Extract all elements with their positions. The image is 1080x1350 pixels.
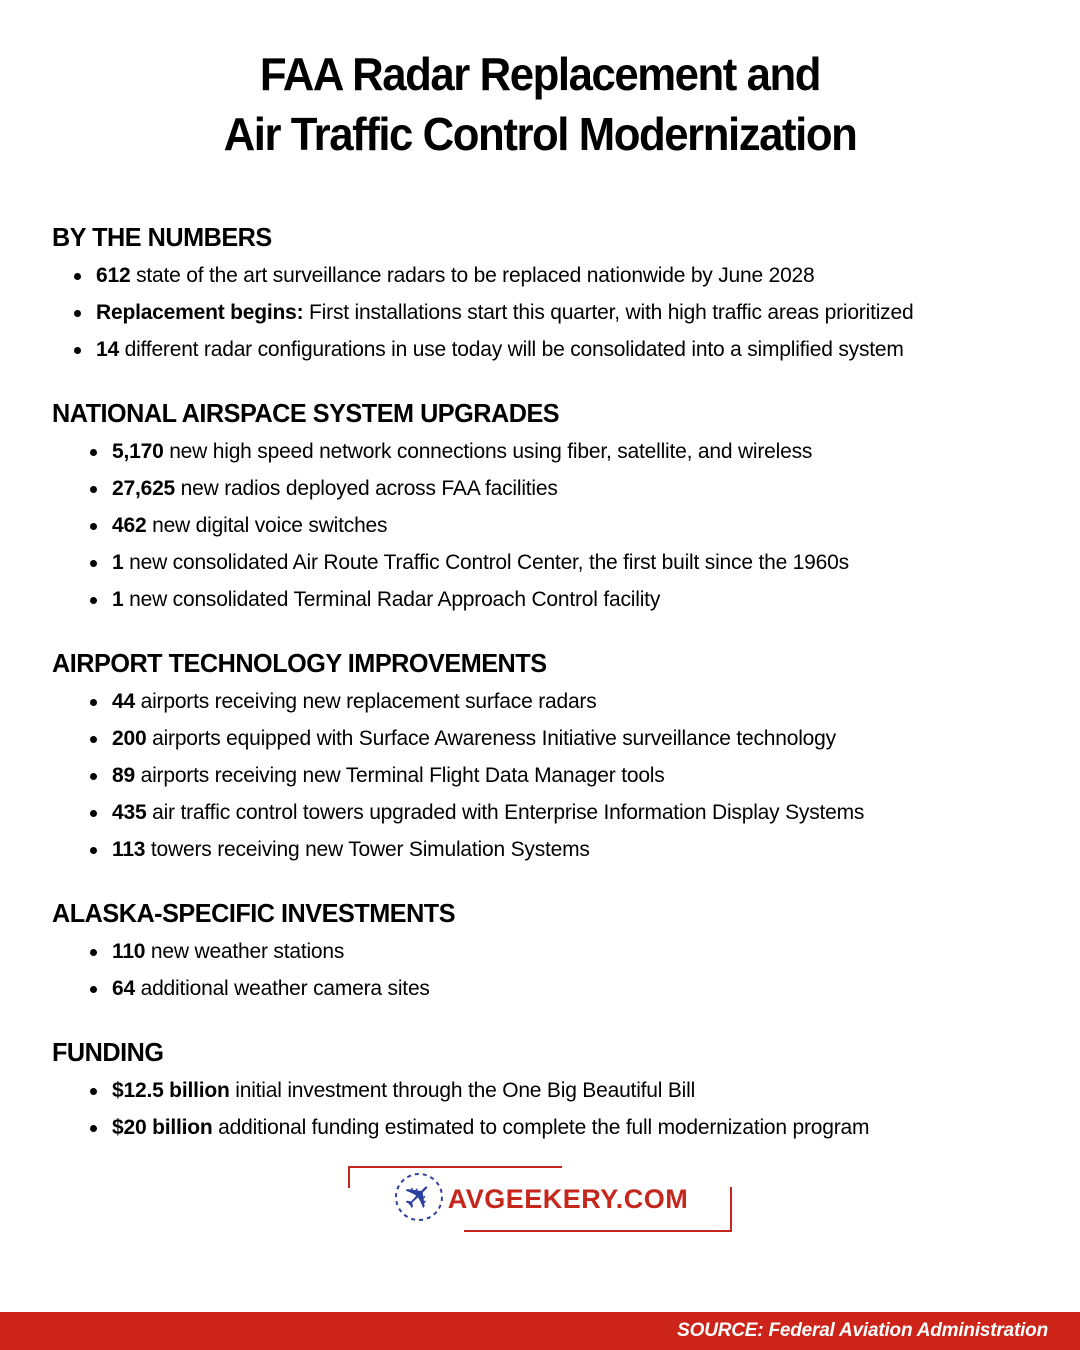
section-heading: NATIONAL AIRSPACE SYSTEM UPGRADES: [52, 398, 560, 428]
list-item: [74, 301, 1040, 325]
list-item: [90, 551, 1040, 575]
item-value: 89: [112, 764, 135, 787]
list-item: [90, 977, 1040, 1001]
page-title-line-1: FAA Radar Replacement and: [259, 48, 821, 100]
section-heading: ALASKA-SPECIFIC INVESTMENTS: [52, 898, 456, 928]
list-item: [90, 727, 1040, 751]
bullet-list: [52, 940, 1040, 1001]
bullet-list: [52, 440, 1040, 612]
item-text: new consolidated Air Route Traffic Control Center, the first built since the 1960s: [123, 551, 849, 574]
item-value: 435: [112, 801, 147, 824]
item-text: new consolidated Terminal Radar Approach Control facility: [123, 588, 661, 611]
page-title-line-2: Air Traffic Control Modernization: [223, 108, 857, 160]
list-item: [90, 690, 1040, 714]
list-item: [90, 838, 1040, 862]
item-text: different radar configurations in use today will be consolidated into a simplified system: [118, 338, 904, 361]
item-text: new digital voice switches: [146, 514, 388, 537]
content-area: [0, 222, 1080, 1140]
avgeekery-logo: [348, 1166, 732, 1232]
list-item: [90, 1079, 1040, 1103]
item-text: airports receiving new Terminal Flight Data Manager tools: [134, 764, 665, 787]
item-text: airports receiving new replacement surface radars: [134, 690, 597, 713]
section-national-airspace-system-upgrades: [52, 398, 1040, 612]
item-value: 110: [112, 940, 146, 963]
item-text: state of the art surveillance radars to be replaced nationwide by June 2028: [130, 264, 815, 287]
section-heading: BY THE NUMBERS: [52, 222, 272, 252]
item-value: 612: [96, 264, 131, 287]
list-item: [90, 801, 1040, 825]
page-title: [0, 44, 1080, 164]
item-text: First installations start this quarter, with high traffic areas prioritized: [303, 301, 914, 324]
list-item: [90, 1116, 1040, 1140]
item-value: 1: [112, 551, 124, 574]
list-item: [74, 338, 1040, 362]
item-value: 27,625: [112, 477, 176, 500]
section-airport-technology-improvements: [52, 648, 1040, 862]
item-text: new radios deployed across FAA facilities: [175, 477, 558, 500]
item-text: new high speed network connections using fiber, satellite, and wireless: [163, 440, 813, 463]
item-text: initial investment through the One Big Beautiful Bill: [229, 1079, 696, 1102]
item-text: air traffic control towers upgraded with Enterprise Information Display Systems: [146, 801, 865, 824]
section-funding: [52, 1037, 1040, 1140]
item-value: 113: [112, 838, 146, 861]
item-value: 14: [96, 338, 119, 361]
section-by-the-numbers: [52, 222, 1040, 362]
section-heading: FUNDING: [52, 1037, 164, 1067]
logo-wordmark: AVGEEKERY.COM: [447, 1183, 689, 1214]
bullet-list: [52, 690, 1040, 862]
list-item: [90, 764, 1040, 788]
item-value: $20 billion: [112, 1116, 213, 1139]
item-value: 462: [112, 514, 147, 537]
item-text: airports equipped with Surface Awareness Initiative surveillance technology: [146, 727, 836, 750]
list-item: [74, 264, 1040, 288]
svg-text:✈: ✈: [393, 1171, 444, 1222]
section-alaska-specific-investments: [52, 898, 1040, 1001]
list-item: [90, 477, 1040, 501]
item-value: Replacement begins:: [96, 301, 304, 324]
bullet-list: [52, 1079, 1040, 1140]
section-heading: AIRPORT TECHNOLOGY IMPROVEMENTS: [52, 648, 547, 678]
item-value: 1: [112, 588, 124, 611]
bullet-list: [52, 264, 1040, 362]
source-text: SOURCE: Federal Aviation Administration: [677, 1320, 1048, 1341]
list-item: [90, 514, 1040, 538]
item-value: 64: [112, 977, 135, 1000]
item-value: $12.5 billion: [112, 1079, 230, 1102]
item-value: 44: [112, 690, 135, 713]
item-value: 5,170: [112, 440, 164, 463]
list-item: [90, 588, 1040, 612]
jet-plane-icon: [392, 1170, 446, 1229]
item-text: additional funding estimated to complete the full modernization program: [212, 1116, 870, 1139]
item-text: additional weather camera sites: [134, 977, 430, 1000]
list-item: [90, 440, 1040, 464]
source-bar: [0, 1312, 1080, 1350]
item-text: towers receiving new Tower Simulation Systems: [145, 838, 590, 861]
item-value: 200: [112, 727, 147, 750]
list-item: [90, 940, 1040, 964]
item-text: new weather stations: [145, 940, 345, 963]
